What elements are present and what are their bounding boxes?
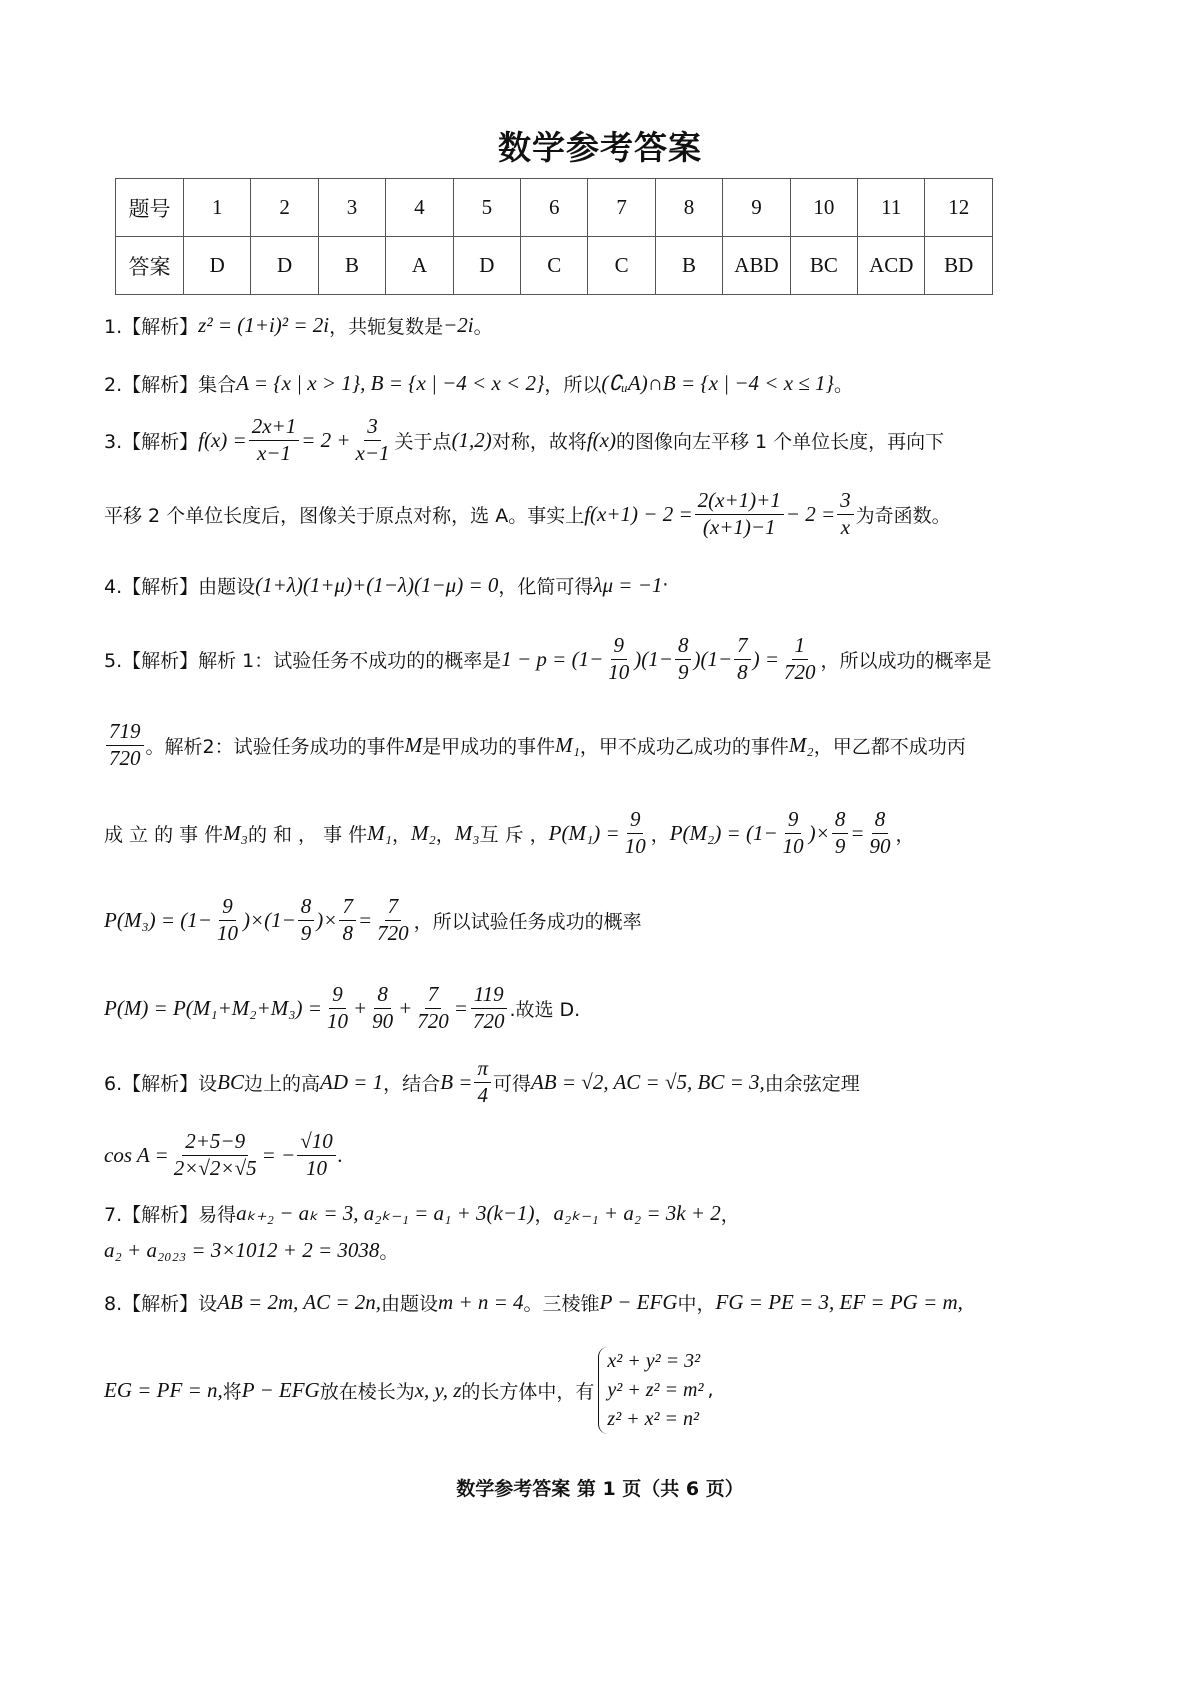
text-segment: ， <box>391 823 411 846</box>
fraction <box>781 633 819 684</box>
fraction <box>832 807 849 858</box>
fraction-denominator: 2×√2×√5 <box>173 1155 257 1180</box>
page-title: 数学参考答案 <box>498 131 702 167</box>
fraction-denominator: x−1 <box>355 440 390 465</box>
answer-cell: D <box>184 237 251 295</box>
fraction-numerator: π <box>474 1056 491 1082</box>
question-number-cell: 4 <box>386 179 453 237</box>
fraction <box>374 894 412 945</box>
text-segment: 互 斥 ， <box>479 823 549 846</box>
fraction <box>106 719 144 770</box>
question-number-cell: 11 <box>858 179 925 237</box>
math-segment: = − <box>261 1142 296 1167</box>
fraction-denominator: (x+1)−1 <box>702 514 776 539</box>
math-segment: = 2 + <box>301 427 351 452</box>
math-segment: BC <box>217 1069 244 1094</box>
fraction <box>622 807 649 858</box>
math-segment: − 2 = <box>785 501 836 526</box>
fraction <box>675 633 692 684</box>
text-segment: ，结合 <box>383 1072 441 1095</box>
text-segment: 放在棱长为 <box>319 1380 415 1403</box>
fraction-numerator: 7 <box>734 633 751 659</box>
text-segment: 2.【解析】集合 <box>104 373 237 396</box>
fraction-numerator: 3 <box>364 414 381 440</box>
solution-line <box>104 484 951 544</box>
fraction-denominator: 720 <box>377 920 409 945</box>
solution-line <box>104 715 966 775</box>
text-segment: 是甲成功的事件 <box>422 735 556 758</box>
fraction-denominator: 720 <box>472 1008 505 1033</box>
fraction-denominator: 10 <box>608 659 630 684</box>
answer-cell: B <box>655 237 722 295</box>
fraction-denominator: 8 <box>342 920 353 945</box>
text-segment: , <box>707 1379 714 1401</box>
math-segment: (∁ᵤA)∩B = {x | −4 < x ≤ 1} <box>601 370 834 395</box>
text-segment: 5.【解析】解析 1：试验任务不成功的的概率是 <box>104 649 502 672</box>
fraction-numerator: 8 <box>374 982 391 1008</box>
text-segment: 1.【解析】 <box>104 315 199 338</box>
fraction-denominator: 10 <box>782 833 804 858</box>
math-segment: (1+λ)(1+μ)+(1−λ)(1−μ) = 0 <box>255 572 499 597</box>
text-segment: 边上的高 <box>243 1072 320 1095</box>
text-segment: 的图像向左平移 1 个单位长度，再向下 <box>615 430 945 453</box>
math-segment: M₂ <box>788 732 814 757</box>
fraction-denominator: 10 <box>326 1008 348 1033</box>
question-number-cell: 12 <box>925 179 993 237</box>
answer-cell: A <box>386 237 453 295</box>
fraction-numerator: 9 <box>329 982 346 1008</box>
text-segment: 的 和 ， 事 件 <box>247 823 368 846</box>
question-number-cell: 8 <box>655 179 722 237</box>
math-segment: EG = PF = n, <box>104 1377 223 1402</box>
text-segment: 由题设 <box>381 1292 439 1315</box>
text-segment: 。 <box>833 373 853 396</box>
math-segment: = <box>357 907 373 932</box>
fraction <box>324 982 351 1033</box>
question-number-cell: 2 <box>251 179 318 237</box>
fraction <box>414 982 452 1033</box>
fraction-denominator: 720 <box>109 745 141 770</box>
math-segment: = <box>850 820 865 845</box>
math-segment: M₂ <box>410 820 436 845</box>
fraction-denominator: 9 <box>300 920 312 945</box>
fraction <box>171 1129 260 1180</box>
text-segment: 的长方体中，有 <box>461 1380 595 1403</box>
math-segment: a₂ₖ₋₁ + a₂ = 3k + 2 <box>553 1200 721 1225</box>
answer-row <box>116 237 993 295</box>
math-segment: M <box>404 732 423 757</box>
text-segment: 中， <box>677 1292 716 1315</box>
fraction-numerator: 8 <box>872 807 889 833</box>
fraction-numerator: 9 <box>627 807 644 833</box>
fraction-numerator: 9 <box>785 807 802 833</box>
solution-line <box>104 978 580 1038</box>
math-segment: x, y, z <box>414 1377 462 1402</box>
page-footer: 数学参考答案 第 1 页（共 6 页） <box>456 1478 744 1500</box>
answer-cell: ACD <box>858 237 925 295</box>
fraction-denominator: 10 <box>624 833 646 858</box>
text-segment: 对称，故将 <box>491 430 587 453</box>
fraction-denominator: 8 <box>737 659 748 684</box>
math-segment: f(x) <box>586 427 616 452</box>
fraction <box>837 488 854 539</box>
math-segment: f(x+1) − 2 = <box>584 501 693 526</box>
math-segment: = <box>453 995 468 1020</box>
solution-line <box>104 1052 860 1112</box>
text-segment: 。 <box>379 1240 399 1263</box>
answer-cell: C <box>521 237 588 295</box>
fraction-numerator: 8 <box>675 633 692 659</box>
text-segment: ， <box>650 823 670 846</box>
fraction-numerator: 2+5−9 <box>182 1129 248 1155</box>
answer-cell: C <box>588 237 655 295</box>
fraction-denominator: 10 <box>306 1155 327 1180</box>
math-segment: B = <box>440 1069 473 1094</box>
math-segment: λμ = −1 <box>593 572 663 597</box>
fraction-numerator: √10 <box>297 1129 336 1155</box>
fraction-denominator: 10 <box>216 920 238 945</box>
equation: z² + x² = n² <box>607 1407 700 1430</box>
fraction-denominator: 720 <box>417 1008 449 1033</box>
math-segment: AB = 2m, AC = 2n, <box>217 1289 382 1314</box>
answer-cell: BC <box>790 237 857 295</box>
solution-line <box>104 1220 398 1280</box>
math-segment: . <box>337 1142 344 1167</box>
text-segment: 将 <box>222 1380 242 1403</box>
answer-cell: ABD <box>723 237 790 295</box>
solution-line <box>104 1272 963 1332</box>
fraction <box>695 488 784 539</box>
row-header-answer: 答案 <box>116 237 184 295</box>
math-segment: AB = √2, AC = √5, BC = 3, <box>530 1069 765 1094</box>
math-segment: P(M₃) = (1− <box>104 907 212 932</box>
text-segment: 。解析2：试验任务成功的事件 <box>145 735 405 758</box>
text-segment: .故选 D. <box>509 998 581 1021</box>
fraction-numerator: 7 <box>339 894 356 920</box>
text-segment: 。三棱锥 <box>523 1292 600 1315</box>
math-segment: 1 − p = (1− <box>501 646 604 671</box>
text-segment: ，甲乙都不成功丙 <box>813 735 966 758</box>
text-segment: 可得 <box>492 1072 531 1095</box>
math-segment: M₃ <box>223 820 248 845</box>
fraction <box>369 982 396 1033</box>
fraction-denominator: x−1 <box>256 440 291 465</box>
math-segment: P − EFG <box>241 1377 320 1402</box>
fraction-numerator: 1 <box>792 633 809 659</box>
fraction-denominator: 9 <box>677 659 689 684</box>
fraction-numerator: 119 <box>471 982 507 1008</box>
math-segment: P(M₁) = <box>548 820 620 845</box>
answer-cell: D <box>251 237 318 295</box>
fraction-numerator: 2x+1 <box>249 414 300 440</box>
text-segment: ，所以成功的概率是 <box>820 649 992 672</box>
math-segment: )×(1− <box>242 907 296 932</box>
fraction <box>339 894 356 945</box>
math-segment: A = {x | x > 1}, B = {x | −4 < x < 2} <box>236 370 545 395</box>
text-segment: 7.【解析】易得 <box>104 1203 237 1226</box>
fraction <box>353 414 393 465</box>
equation-system <box>598 1347 703 1434</box>
math-segment: P − EFG <box>599 1289 678 1314</box>
text-segment: 8.【解析】设 <box>104 1292 218 1315</box>
math-segment: AD = 1 <box>320 1069 384 1094</box>
math-segment: M₁ <box>555 732 580 757</box>
text-segment: ， <box>435 823 455 846</box>
text-segment: ，化简可得 <box>498 575 594 598</box>
text-segment: 。 <box>473 315 493 338</box>
fraction <box>297 1129 336 1180</box>
fraction <box>474 1056 491 1107</box>
question-number-cell: 3 <box>318 179 385 237</box>
fraction <box>298 894 315 945</box>
fraction <box>780 807 807 858</box>
solution-line <box>104 295 493 355</box>
solution-line <box>104 890 642 950</box>
fraction-numerator: 8 <box>832 807 849 833</box>
math-segment: m + n = 4 <box>438 1289 524 1314</box>
text-segment: ， <box>534 1203 554 1226</box>
math-segment: −2i <box>443 312 474 337</box>
question-number-cell: 10 <box>790 179 857 237</box>
question-number-cell: 6 <box>521 179 588 237</box>
fraction <box>734 633 751 684</box>
math-segment: P(M₂) = (1− <box>669 820 778 845</box>
answer-cell: BD <box>925 237 993 295</box>
fraction-numerator: 3 <box>837 488 854 514</box>
solution-line <box>104 555 668 615</box>
answer-cell: D <box>453 237 520 295</box>
fraction <box>605 633 632 684</box>
math-segment: )(1− <box>634 646 673 671</box>
solution-line <box>104 1349 714 1430</box>
question-number-cell: 7 <box>588 179 655 237</box>
question-number-cell: 5 <box>453 179 520 237</box>
text-segment: 关于点 <box>394 430 452 453</box>
answer-cell: B <box>318 237 385 295</box>
fraction-denominator: x <box>840 514 851 539</box>
math-segment: + <box>352 995 368 1020</box>
math-segment: f(x) = <box>198 427 247 452</box>
text-segment: ，所以试验任务成功的概率 <box>413 910 642 933</box>
fraction-denominator: 720 <box>784 659 816 684</box>
text-segment: · <box>662 574 669 596</box>
text-segment: ，所以 <box>544 373 602 396</box>
fraction-denominator: 90 <box>869 833 891 858</box>
math-segment: + <box>398 995 413 1020</box>
fraction <box>470 982 508 1033</box>
fraction-numerator: 9 <box>611 633 628 659</box>
math-segment: )× <box>808 820 830 845</box>
math-segment: M₁ <box>367 820 392 845</box>
solution-line <box>104 629 992 689</box>
fraction-denominator: 9 <box>834 833 846 858</box>
fraction-numerator: 7 <box>425 982 442 1008</box>
math-segment: FG = PE = 3, EF = PG = m, <box>715 1289 963 1314</box>
text-segment: 由余弦定理 <box>764 1072 860 1095</box>
text-segment: 平移 2 个单位长度后，图像关于原点对称，选 A。事实上 <box>104 504 585 527</box>
question-number-row <box>116 179 993 237</box>
math-segment: P(M) = P(M₁+M₂+M₃) = <box>104 995 322 1020</box>
math-segment: cos A = <box>104 1142 169 1167</box>
text-segment: 成 立 的 事 件 <box>104 823 224 846</box>
equation: y² + z² = m² <box>607 1378 704 1401</box>
fraction <box>214 894 241 945</box>
solution-line <box>104 1125 343 1185</box>
math-segment: )(1− <box>693 646 733 671</box>
fraction-numerator: 719 <box>106 719 144 745</box>
text-segment: ， <box>720 1203 740 1226</box>
fraction-numerator: 7 <box>385 894 402 920</box>
row-header-question-number: 题号 <box>116 179 184 237</box>
fraction-denominator: 90 <box>372 1008 394 1033</box>
math-segment: a₂ + a₂₀₂₃ = 3×1012 + 2 = 3038 <box>104 1237 380 1262</box>
text-segment: ， <box>895 823 915 846</box>
text-segment: 6.【解析】设 <box>104 1072 218 1095</box>
equation: x² + y² = 3² <box>607 1349 701 1372</box>
text-segment: ，甲不成功乙成功的事件 <box>579 735 789 758</box>
math-segment: aₖ₊₂ − aₖ = 3, a₂ₖ₋₁ = a₁ + 3(k−1) <box>236 1200 535 1225</box>
solution-line <box>104 803 915 863</box>
math-segment: )× <box>316 907 338 932</box>
math-segment: z² = (1+i)² = 2i <box>198 312 330 337</box>
fraction-denominator: 4 <box>477 1082 488 1107</box>
fraction <box>867 807 894 858</box>
question-number-cell: 9 <box>723 179 790 237</box>
fraction-numerator: 2(x+1)+1 <box>695 488 784 514</box>
text-segment: ，共轭复数是 <box>329 315 444 338</box>
solution-line <box>104 410 944 470</box>
solution-line <box>104 353 853 413</box>
math-segment: M₃ <box>454 820 480 845</box>
math-segment: ) = <box>752 646 780 671</box>
answer-table <box>115 178 993 295</box>
text-segment: 4.【解析】由题设 <box>104 575 256 598</box>
text-segment: 为奇函数。 <box>855 504 951 527</box>
text-segment: 3.【解析】 <box>104 430 199 453</box>
question-number-cell: 1 <box>184 179 251 237</box>
math-segment: (1,2) <box>451 427 492 452</box>
fraction-numerator: 9 <box>219 894 236 920</box>
fraction <box>249 414 300 465</box>
fraction-numerator: 8 <box>298 894 315 920</box>
